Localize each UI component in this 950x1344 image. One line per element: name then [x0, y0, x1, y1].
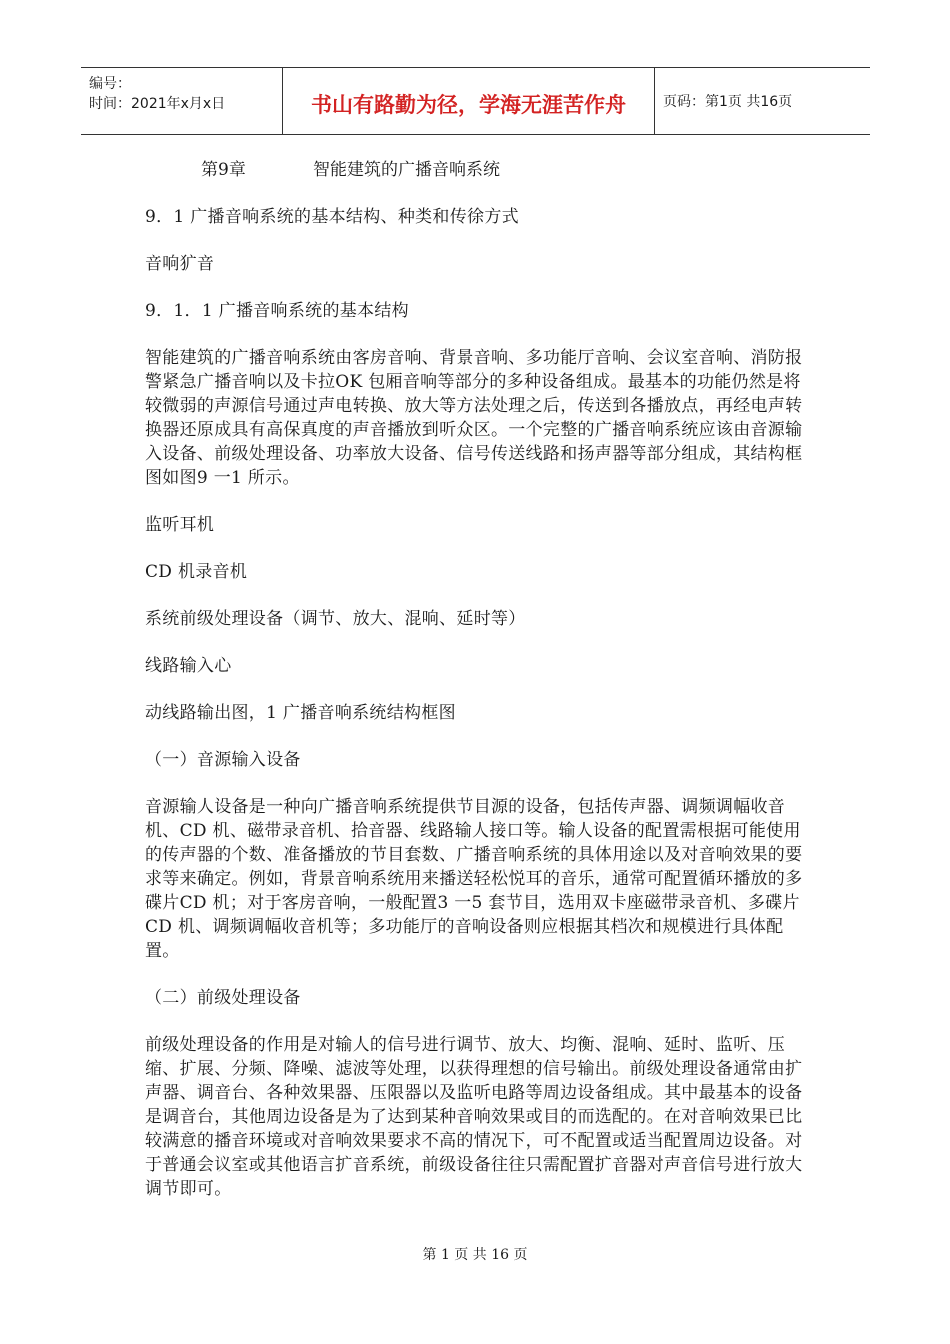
text-line: CD 机录音机	[145, 562, 248, 582]
header-number-label: 编号：	[89, 76, 131, 92]
document-body	[145, 158, 805, 1224]
figure-caption: 动线路输出图，1 广播音响系统结构框图	[145, 703, 456, 723]
chapter-number: 第9章	[201, 160, 246, 180]
text-line: 线路输入心	[145, 656, 232, 676]
page-header	[81, 67, 870, 135]
section-heading: 9．1 广播音响系统的基本结构、种类和传徐方式	[145, 207, 519, 227]
page-footer: 第 1 页 共 16 页	[422, 1247, 528, 1263]
chapter-title: 智能建筑的广播音响系统	[313, 160, 500, 180]
chapter-heading	[201, 158, 805, 182]
header-page-info: 页码：第1页 共16页	[663, 94, 793, 110]
subsection-heading: 9．1．1 广播音响系统的基本结构	[145, 301, 409, 321]
subsection-heading: （一）音源输入设备	[145, 750, 301, 770]
paragraph: 音源输人设备是一种向广播音响系统提供节目源的设备，包括传声器、调频调幅收音机、CD 机、磁带录音机、拾音器、线路输人接口等。输人设备的配置需根据可能使用的传声器的个数、准备播放的节目套数、广播音响系统的具体用途以及对音响效果的要求等来确定。例如，背景音响系统用来播送轻松悦耳的音乐，通常可配置循环播放的多碟片CD 机；对于客房音响，一般配置3 一5 套节目，选用双卡座磁带录音机、多碟片CD 机、调频调幅收音机等；多功能厅的音响设备则应根据其档次和规模进行具体配置。	[145, 797, 803, 961]
header-motto: 书山有路勤为径，学海无涯苦作舟	[283, 68, 655, 134]
paragraph: 前级处理设备的作用是对输人的信号进行调节、放大、均衡、混响、延时、监听、压缩、扩展、分频、降噪、滤波等处理，以获得理想的信号输出。前级处理设备通常由扩声器、调音台、各种效果器、压限器以及监听电路等周边设备组成。其中最基本的设备是调音台，其他周边设备是为了达到某种音响效果或目的而选配的。在对音响效果已比较满意的播音环境或对音响效果要求不高的情况下，可不配置或适当配置周边设备。对于普通会议室或其他语言扩音系统，前级设备往往只需配置扩音器对声音信号进行放大调节即可。	[145, 1035, 803, 1199]
text-line: 音响犷音	[145, 254, 215, 274]
header-meta	[81, 68, 283, 134]
subsection-heading: （二）前级处理设备	[145, 988, 301, 1008]
paragraph: 智能建筑的广播音响系统由客房音响、背景音响、多功能厅音响、会议室音响、消防报警紧急广播音响以及卡拉OK 包厢音响等部分的多种设备组成。最基本的功能仍然是将较微弱的声源信号通过声电转换、放大等方法处理之后，传送到各播放点，再经电声转换器还原成具有高保真度的声音播放到听众区。一个完整的广播音响系统应该由音源输入设备、前级处理设备、功率放大设备、信号传送线路和扬声器等部分组成，其结构框图如图9 一1 所示。	[145, 348, 803, 488]
text-line: 监听耳机	[145, 515, 215, 535]
header-time-label: 时间：2021年x月x日	[89, 96, 226, 112]
text-line: 系统前级处理设备（调节、放大、混响、延时等）	[145, 609, 526, 629]
